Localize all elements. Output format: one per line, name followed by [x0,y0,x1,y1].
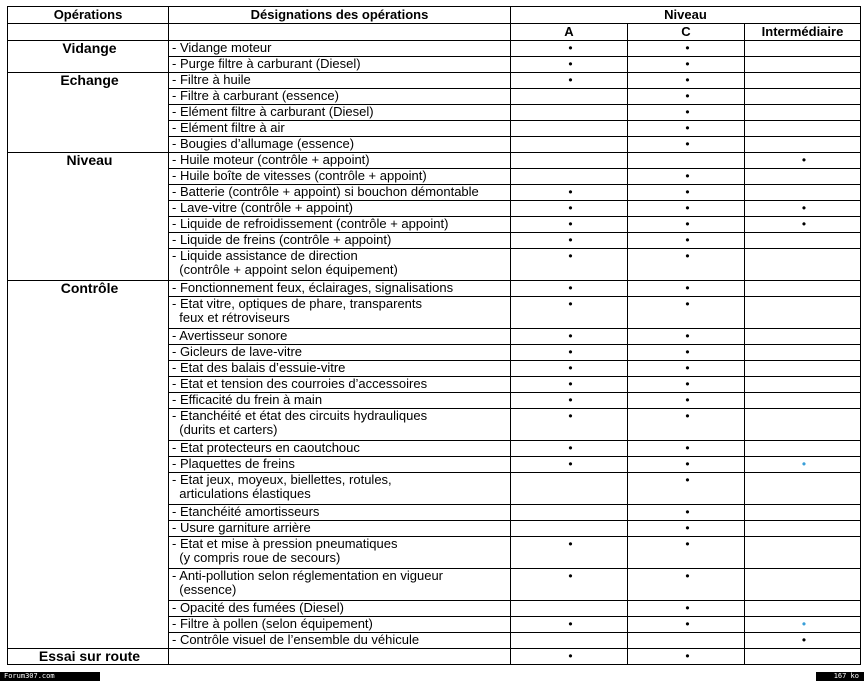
bullet-icon: • [685,233,690,247]
level-c-mark [628,57,745,73]
bullet-icon: • [685,521,690,535]
bullet-icon: • [568,73,573,87]
level-intermediaire-mark [745,89,861,105]
level-a-mark [511,89,628,105]
level-a-mark [511,361,628,377]
level-intermediaire-mark [745,649,861,665]
level-intermediaire-mark [745,457,861,473]
header-level-intermediaire: Intermédiaire [745,24,861,41]
table-row [8,73,861,89]
level-c-mark [628,329,745,345]
level-intermediaire-mark [745,601,861,617]
bullet-icon: • [568,441,573,455]
site-watermark: Forum307.com [0,672,100,681]
bullet-icon: • [568,329,573,343]
operation-designation: - Opacité des fumées (Diesel) [169,601,511,617]
level-intermediaire-mark [745,505,861,521]
level-c-mark [628,457,745,473]
operation-designation: - Efficacité du frein à main [169,393,511,409]
level-intermediaire-mark [745,201,861,217]
operation-designation: - Fonctionnement feux, éclairages, signalisations [169,281,511,297]
bullet-icon: • [568,201,573,215]
level-intermediaire-mark [745,249,861,281]
level-a-mark [511,217,628,233]
operation-designation: - Anti-pollution selon réglementation en vigueur (essence) [169,569,511,601]
operation-designation: - Etat protecteurs en caoutchouc [169,441,511,457]
level-c-mark [628,201,745,217]
bullet-icon: • [568,649,573,663]
level-a-mark [511,41,628,57]
bullet-icon: • [685,121,690,135]
header-blank-2 [169,24,511,41]
level-intermediaire-mark [745,121,861,137]
level-a-mark [511,521,628,537]
level-a-mark [511,169,628,185]
bullet-icon: • [685,105,690,119]
level-c-mark [628,617,745,633]
level-c-mark [628,345,745,361]
bullet-icon: • [568,377,573,391]
level-intermediaire-mark [745,377,861,393]
bullet-icon: • [685,137,690,151]
level-intermediaire-mark [745,409,861,441]
level-a-mark [511,73,628,89]
operation-designation: - Huile moteur (contrôle + appoint) [169,153,511,169]
level-a-mark [511,393,628,409]
level-intermediaire-mark [745,137,861,153]
level-c-mark [628,521,745,537]
level-c-mark [628,649,745,665]
level-c-mark [628,601,745,617]
level-a-mark [511,329,628,345]
bullet-icon: • [685,89,690,103]
file-size-label: 167 ko [816,672,864,681]
level-intermediaire-mark [745,169,861,185]
level-intermediaire-mark [745,441,861,457]
bullet-icon: • [568,185,573,199]
level-a-mark [511,633,628,649]
operation-designation: - Vidange moteur [169,41,511,57]
operation-designation: - Etanchéité amortisseurs [169,505,511,521]
level-a-mark [511,569,628,601]
bullet-icon: • [568,249,573,263]
bullet-icon: • [685,217,690,231]
category-niveau: Niveau [8,153,169,281]
category-echange: Echange [8,73,169,153]
bullet-icon: • [685,297,690,311]
level-c-mark [628,233,745,249]
level-c-mark [628,137,745,153]
table-body [8,41,861,665]
level-intermediaire-mark [745,521,861,537]
level-intermediaire-mark [745,361,861,377]
operation-designation: - Filtre à pollen (selon équipement) [169,617,511,633]
level-a-mark [511,473,628,505]
level-c-mark [628,249,745,281]
operation-designation: - Bougies d’allumage (essence) [169,137,511,153]
level-intermediaire-mark [745,537,861,569]
table-row [8,153,861,169]
level-c-mark [628,569,745,601]
bullet-icon: • [685,169,690,183]
level-a-mark [511,345,628,361]
level-a-mark [511,185,628,201]
level-a-mark [511,201,628,217]
level-c-mark [628,217,745,233]
operation-designation: - Filtre à huile [169,73,511,89]
bullet-icon: • [685,377,690,391]
operation-designation: - Huile boîte de vitesses (contrôle + appoint) [169,169,511,185]
operation-designation: - Contrôle visuel de l’ensemble du véhicule [169,633,511,649]
bullet-icon: • [685,41,690,55]
bullet-icon: • [685,505,690,519]
header-level-c: C [628,24,745,41]
bullet-icon: • [801,217,807,231]
level-a-mark [511,457,628,473]
level-c-mark [628,537,745,569]
bullet-icon: • [685,569,690,583]
category-vidange: Vidange [8,41,169,73]
level-intermediaire-mark [745,617,861,633]
level-a-mark [511,617,628,633]
level-a-mark [511,249,628,281]
level-a-mark [511,537,628,569]
level-c-mark [628,185,745,201]
level-c-mark [628,377,745,393]
level-intermediaire-mark [745,281,861,297]
bullet-icon: • [568,233,573,247]
level-c-mark [628,633,745,649]
operation-designation: - Liquide de refroidissement (contrôle + appoint) [169,217,511,233]
level-c-mark [628,361,745,377]
bullet-icon: • [685,457,690,471]
bullet-icon: • [685,409,690,423]
bullet-icon: • [685,393,690,407]
bullet-icon: • [568,297,573,311]
bullet-icon: • [568,41,573,55]
bullet-icon: • [685,57,690,71]
level-intermediaire-mark [745,185,861,201]
bullet-icon: • [568,409,573,423]
header-niveau: Niveau [511,7,861,24]
level-a-mark [511,137,628,153]
bullet-icon: • [685,281,690,295]
bullet-icon: • [568,217,573,231]
operation-designation: - Etat et mise à pression pneumatiques (y compris roue de secours) [169,537,511,569]
level-c-mark [628,281,745,297]
bullet-icon: • [801,201,807,215]
operation-designation: - Etat et tension des courroies d’accessoires [169,377,511,393]
level-a-mark [511,377,628,393]
bullet-icon: • [685,537,690,551]
table-row [8,41,861,57]
bullet-icon: • [568,457,573,471]
level-c-mark [628,153,745,169]
bullet-icon: • [801,633,807,647]
operation-designation: - Filtre à carburant (essence) [169,89,511,105]
operation-designation: - Gicleurs de lave-vitre [169,345,511,361]
operation-designation: - Liquide de freins (contrôle + appoint) [169,233,511,249]
level-intermediaire-mark [745,57,861,73]
bullet-icon: • [568,361,573,375]
header-designations: Désignations des opérations [169,7,511,24]
level-intermediaire-mark [745,393,861,409]
operation-designation: - Etat vitre, optiques de phare, transparents feux et rétroviseurs [169,297,511,329]
bullet-icon: • [801,153,807,167]
operation-designation: - Avertisseur sonore [169,329,511,345]
level-c-mark [628,409,745,441]
bullet-icon: • [801,617,807,631]
level-a-mark [511,233,628,249]
level-a-mark [511,441,628,457]
bullet-icon: • [568,537,573,551]
bullet-icon: • [685,329,690,343]
level-a-mark [511,153,628,169]
bullet-icon: • [685,201,690,215]
operation-designation: - Etanchéité et état des circuits hydrauliques (durits et carters) [169,409,511,441]
operation-designation: - Etat jeux, moyeux, biellettes, rotules, articulations élastiques [169,473,511,505]
level-a-mark [511,281,628,297]
header-blank-1 [8,24,169,41]
bullet-icon: • [568,57,573,71]
level-c-mark [628,473,745,505]
level-c-mark [628,393,745,409]
level-c-mark [628,169,745,185]
level-intermediaire-mark [745,633,861,649]
bullet-icon: • [685,601,690,615]
bullet-icon: • [568,393,573,407]
level-a-mark [511,601,628,617]
header-operations: Opérations [8,7,169,24]
level-intermediaire-mark [745,217,861,233]
level-a-mark [511,57,628,73]
level-a-mark [511,105,628,121]
operation-designation: - Etat des balais d’essuie-vitre [169,361,511,377]
operation-designation [169,649,511,665]
level-intermediaire-mark [745,297,861,329]
category-controle: Contrôle [8,281,169,649]
table-row [8,281,861,297]
bullet-icon: • [685,345,690,359]
level-a-mark [511,409,628,441]
level-c-mark [628,441,745,457]
level-intermediaire-mark [745,473,861,505]
level-c-mark [628,505,745,521]
bullet-icon: • [685,185,690,199]
bullet-icon: • [568,345,573,359]
bullet-icon: • [685,249,690,263]
level-intermediaire-mark [745,105,861,121]
operation-designation: - Usure garniture arrière [169,521,511,537]
level-c-mark [628,73,745,89]
bullet-icon: • [685,473,690,487]
bullet-icon: • [685,361,690,375]
table-row [8,649,861,665]
operations-table [7,6,861,665]
level-c-mark [628,121,745,137]
level-c-mark [628,105,745,121]
level-intermediaire-mark [745,153,861,169]
bullet-icon: • [685,649,690,663]
bullet-icon: • [685,441,690,455]
header-level-a: A [511,24,628,41]
category-essai: Essai sur route [8,649,169,665]
operation-designation: - Elément filtre à carburant (Diesel) [169,105,511,121]
level-c-mark [628,41,745,57]
operation-designation: - Liquide assistance de direction (contrôle + appoint selon équipement) [169,249,511,281]
level-intermediaire-mark [745,41,861,57]
level-intermediaire-mark [745,569,861,601]
bullet-icon: • [568,281,573,295]
level-c-mark [628,89,745,105]
operation-designation: - Elément filtre à air [169,121,511,137]
level-intermediaire-mark [745,73,861,89]
bullet-icon: • [685,617,690,631]
level-intermediaire-mark [745,345,861,361]
level-intermediaire-mark [745,233,861,249]
level-intermediaire-mark [745,329,861,345]
operation-designation: - Purge filtre à carburant (Diesel) [169,57,511,73]
operation-designation: - Lave-vitre (contrôle + appoint) [169,201,511,217]
level-a-mark [511,505,628,521]
bullet-icon: • [801,457,807,471]
level-a-mark [511,649,628,665]
bullet-icon: • [685,73,690,87]
operation-designation: - Batterie (contrôle + appoint) si bouchon démontable [169,185,511,201]
operation-designation: - Plaquettes de freins [169,457,511,473]
level-a-mark [511,297,628,329]
level-c-mark [628,297,745,329]
bullet-icon: • [568,569,573,583]
level-a-mark [511,121,628,137]
bullet-icon: • [568,617,573,631]
